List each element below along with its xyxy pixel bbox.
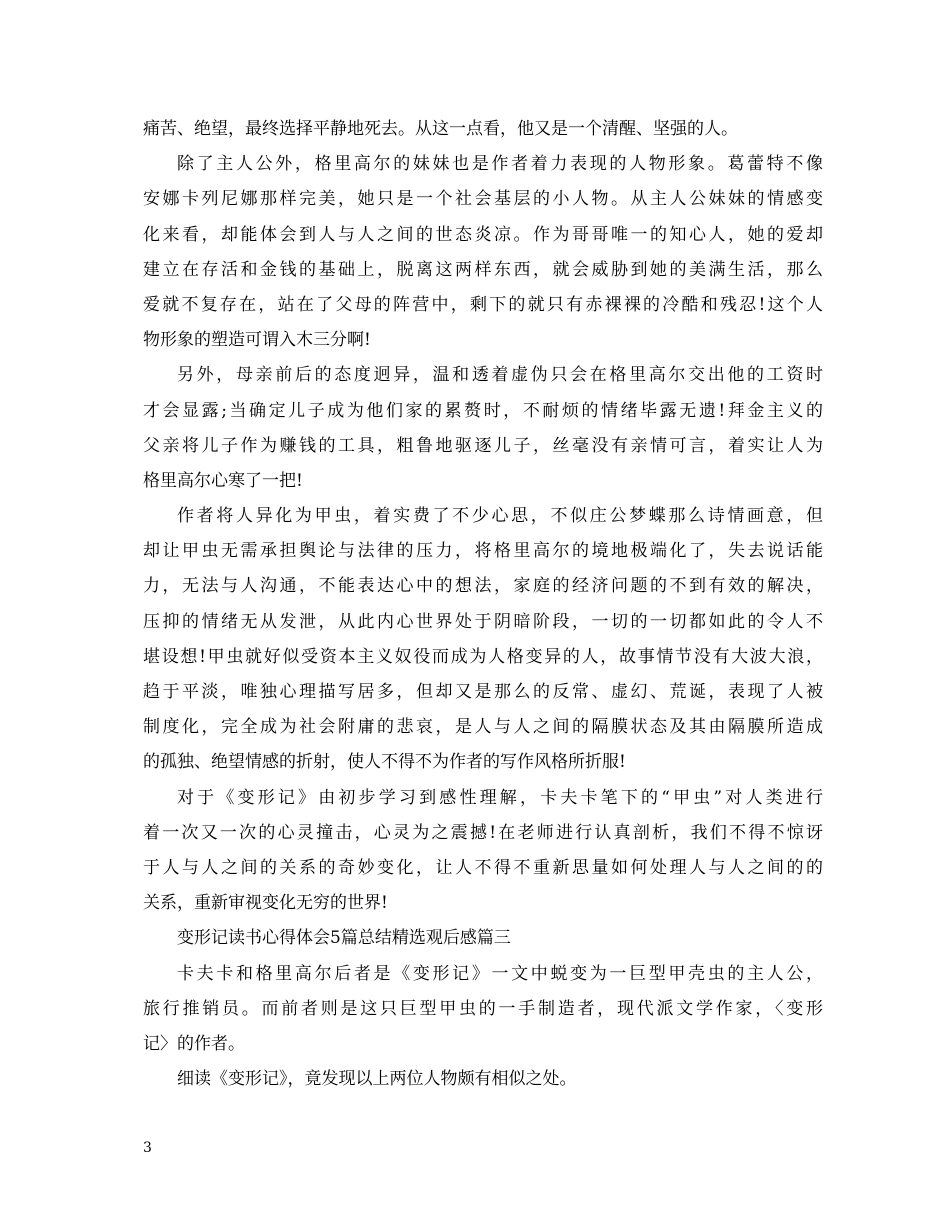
text-line: 化来看，却能体会到人与人之间的世态炎凉。作为哥哥唯一的知心人，她的爱却: [143, 224, 823, 245]
text-line: 格里高尔心寒了一把!: [143, 470, 303, 491]
text-line: 着一次又一次的心灵撞击，心灵为之震撼!在老师进行认真剖析，我们不得不惊讶: [143, 822, 823, 843]
text-line: 才会显露;当确定儿子成为他们家的累赘时，不耐烦的情绪毕露无遗!拜金主义的: [143, 400, 823, 421]
text-line: 压抑的情绪无从发泄，从此内心世界处于阴暗阶段，一切的一切都如此的令人不: [143, 611, 823, 632]
text-line: 变形记读书心得体会5篇总结精选观后感篇三: [177, 928, 511, 949]
text-line: 于人与人之间的关系的奇妙变化，让人不得不重新思量如何处理人与人之间的的: [143, 857, 823, 878]
text-line: 父亲将儿子作为赚钱的工具，粗鲁地驱逐儿子，丝毫没有亲情可言，着实让人为: [143, 435, 823, 456]
page-number: 3: [143, 1140, 152, 1156]
text-line: 堪设想!甲虫就好似受资本主义奴役而成为人格变异的人，故事情节没有大波大浪，: [143, 646, 823, 667]
text-line: 旅行推销员。而前者则是这只巨型甲虫的一手制造者，现代派文学作家，〈变形: [143, 998, 823, 1019]
text-line: 力，无法与人沟通，不能表达心中的想法，家庭的经济问题的不到有效的解决，: [143, 576, 823, 597]
document-body: [143, 112, 823, 1097]
text-line: 记〉的作者。: [143, 1033, 245, 1054]
text-line: 痛苦、绝望，最终选择平静地死去。从这一点看，他又是一个清醒、坚强的人。: [143, 119, 738, 139]
text-line: 却让甲虫无需承担舆论与法律的压力，将格里高尔的境地极端化了，失去说话能: [143, 541, 823, 562]
text-line: 制度化，完全成为社会附庸的悲哀，是人与人之间的隔膜状态及其由隔膜所造成: [143, 717, 823, 738]
text-line: 除了主人公外，格里高尔的妹妹也是作者着力表现的人物形象。葛蕾特不像: [177, 154, 823, 175]
text-line: 物形象的塑造可谓入木三分啊!: [143, 330, 371, 351]
text-line: 趋于平淡，唯独心理描写居多，但却又是那么的反常、虚幻、荒诞，表现了人被: [143, 682, 823, 702]
text-line: 安娜卡列尼娜那样完美，她只是一个社会基层的小人物。从主人公妹妹的情感变: [143, 189, 823, 210]
text-line: 对于《变形记》由初步学习到感性理解，卡夫卡笔下的“甲虫”对人类进行: [177, 787, 823, 808]
text-line: 建立在存活和金钱的基础上，脱离这两样东西，就会威胁到她的美满生活，那么: [143, 259, 823, 280]
text-line: 卡夫卡和格里高尔后者是《变形记》一文中蜕变为一巨型甲壳虫的主人公，: [177, 963, 823, 984]
text-line: 作者将人异化为甲虫，着实费了不少心思，不似庄公梦蝶那么诗情画意，但: [177, 506, 823, 527]
text-line: 的孤独、绝望情感的折射，使人不得不为作者的写作风格所折服!: [143, 752, 626, 773]
text-line: 爱就不复存在，站在了父母的阵营中，剩下的就只有赤裸裸的冷酷和残忍!这个人: [143, 294, 823, 315]
text-line: 细读《变形记》，竟发现以上两位人物颇有相似之处。: [177, 1069, 577, 1090]
text-line: 另外，母亲前后的态度迥异，温和透着虚伪只会在格里高尔交出他的工资时: [177, 365, 823, 386]
text-line: 关系，重新审视变化无穷的世界!: [143, 893, 388, 914]
